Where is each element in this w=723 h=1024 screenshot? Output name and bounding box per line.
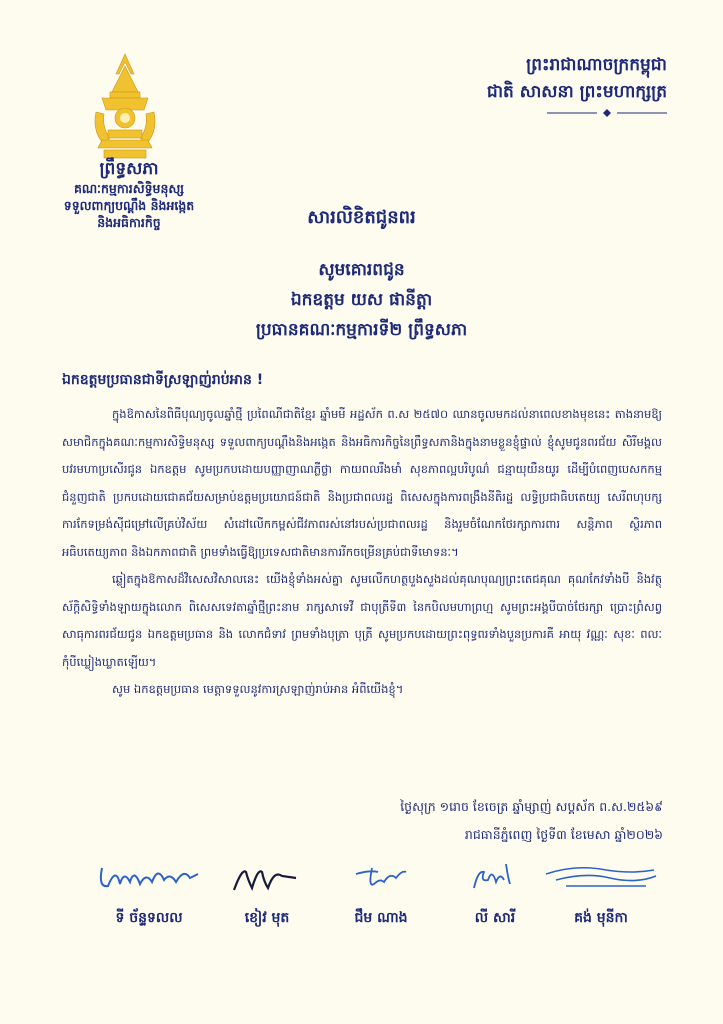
committee-line-3: និងអធិការកិច្ច bbox=[97, 215, 161, 230]
handwritten-signature-3 bbox=[326, 858, 436, 898]
greeting: ឯកឧត្តមប្រធានជាទីស្រឡាញ់រាប់អាន ! bbox=[62, 372, 264, 388]
kingdom-heading bbox=[487, 52, 667, 118]
motto-ornament bbox=[547, 108, 667, 118]
recipient-salutation: សូមគោរពជូន bbox=[318, 260, 405, 280]
document-title: សារលិខិតជូនពរ bbox=[307, 207, 416, 228]
signature-block-1 bbox=[84, 858, 214, 929]
paragraph-1: ក្នុងឱកាសនៃពិធីបុណ្យចូលឆ្នាំថ្មី ប្រពៃណីជាតិខ្មែរ ឆ្នាំមមី អដ្ឋស័ក ព.ស ២៥៧០ ឈានចូលមកដល់នាពេលខាងមុខនេះ តាងនាមឱ្យសមាជិកក្នុងគណៈកម្មការសិទ្ធិមនុស្ស ទទួលពាក្យបណ្ដឹងនិងអង្កេត និងអធិការកិច្ចនៃព្រឹទ្ធសភានិងក្នុងនាមខ្លួនខ្ញុំផ្ទាល់ ខ្ញុំសូមជូនពរជ័យ សិរីមង្គល បវរមហាប្រសើរជូន ឯកឧត្តម សូមប្រកបដោយបញ្ញាញាណភ្លឺថ្លា កាយពលរឹងមាំ សុខភាពល្អបរិបូណ៌ ជន្មាយុយឺនយូរ ដើម្បីបំពេញបេសកកម្មជំនួញជាតិ ប្រកបដោយជោគជ័យសម្រាប់ឧត្ដមប្រយោជន៍ជាតិ និងប្រជាពលរដ្ឋ ពិសេសក្នុងការពង្រឹងនីតិរដ្ឋ លទ្ធិប្រជាធិបតេយ្យ សេរីពហុបក្ស ការកែទម្រង់ស៊ីជម្រៅលើគ្រប់វិស័យ សំដៅលើកកម្ពស់ជីវភាពរស់នៅរបស់ប្រជាពលរដ្ឋ និងរួមចំណែកថែរក្សាការពារ សន្តិភាព ស្ថិរភាព អធិបតេយ្យភាព និងឯកភាពជាតិ ព្រមទាំងធ្វើឱ្យប្រទេសជាតិមានការរីកចម្រើនគ្រប់ជាទីមោទនៈ។ bbox=[62, 407, 662, 559]
date-block bbox=[400, 793, 663, 849]
paragraph-2: ឆ្លៀតក្នុងឱកាសដ៏វិសេសវិសាលនេះ យើងខ្ញុំទាំងអស់គ្នា សូមលើកហត្ថបួងសួងដល់គុណបុណ្យព្រះតេជគុណ គុណកែវទាំងបី និងវត្ថុស័ក្ដិសិទ្ធិទាំងឡាយក្នុងលោក ពិសេសទេវតាឆ្នាំថ្មីព្រះនាម រាក្សសាទេវី ជាបុត្រីទី៣ នៃកបិលមហាព្រហ្ម សូមព្រះអង្គបីបាច់ថែរក្សា ប្រោះព្រំសព្វសាធុការពរជ័យជូន ឯកឧត្តមប្រធាន និង លោកជំទាវ ព្រមទាំងបុត្រា បុត្រី សូមប្រកបដោយព្រះពុទ្ធពរទាំងបួនប្រការគឺ អាយុ វណ្ណៈ សុខៈ ពលៈ កុំបីឃ្លៀងឃ្លាតឡើយ។ bbox=[62, 572, 662, 669]
handwritten-signature-1 bbox=[94, 858, 204, 898]
solar-date: រាជធានីភ្នំពេញ ថ្ងៃទី៣ ខែមេសា ឆ្នាំ២០២៦ bbox=[464, 827, 663, 842]
recipient-title: ប្រធានគណៈកម្មការទី២ ព្រឹទ្ធសភា bbox=[255, 320, 468, 340]
lunar-date: ថ្ងៃសុក្រ ១រោច ខែចេត្រ ឆ្នាំម្សាញ់ សប្តស័ក ព.ស.២៥៦៩ bbox=[400, 799, 663, 814]
signature-block-3 bbox=[316, 858, 446, 929]
signature-block-5 bbox=[536, 858, 666, 929]
kingdom-name: ព្រះរាជាណាចក្រកម្ពុជា bbox=[526, 55, 667, 75]
paragraph-3: សូម ឯកឧត្តមប្រធាន មេត្តាទទួលនូវការស្រឡាញ់រាប់អាន អំពីយើងខ្ញុំ។ bbox=[112, 682, 404, 696]
signatory-name-2: ខៀវ មុត bbox=[244, 910, 290, 926]
recipient-name: ឯកឧត្តម យស ផានីត្តា bbox=[290, 290, 433, 310]
committee-line-2: ទទួលពាក្យបណ្ដឹង និងអង្កេត bbox=[63, 198, 195, 213]
signatures bbox=[84, 858, 664, 958]
signatory-name-4: លី សារី bbox=[474, 910, 516, 926]
letter-body bbox=[62, 401, 662, 704]
signature-block-2 bbox=[202, 858, 332, 929]
recipient-block bbox=[0, 255, 723, 345]
signatory-name-5: គង់ មុនីកា bbox=[574, 910, 628, 926]
national-motto: ជាតិ សាសនា ព្រះមហាក្សត្រ bbox=[486, 82, 667, 102]
handwritten-signature-2 bbox=[212, 858, 322, 898]
organization-name: ព្រឹទ្ធសភា bbox=[99, 159, 159, 179]
committee-line-1: គណៈកម្មការសិទ្ធិមនុស្ស bbox=[73, 181, 185, 196]
handwritten-signature-5 bbox=[536, 858, 666, 898]
signatory-name-1: ទី ច័ន្ទទលល bbox=[115, 910, 183, 926]
signatory-name-3: ជឹម ណាង bbox=[354, 910, 408, 926]
handwritten-signature-4 bbox=[440, 858, 550, 898]
senate-emblem bbox=[90, 52, 160, 162]
